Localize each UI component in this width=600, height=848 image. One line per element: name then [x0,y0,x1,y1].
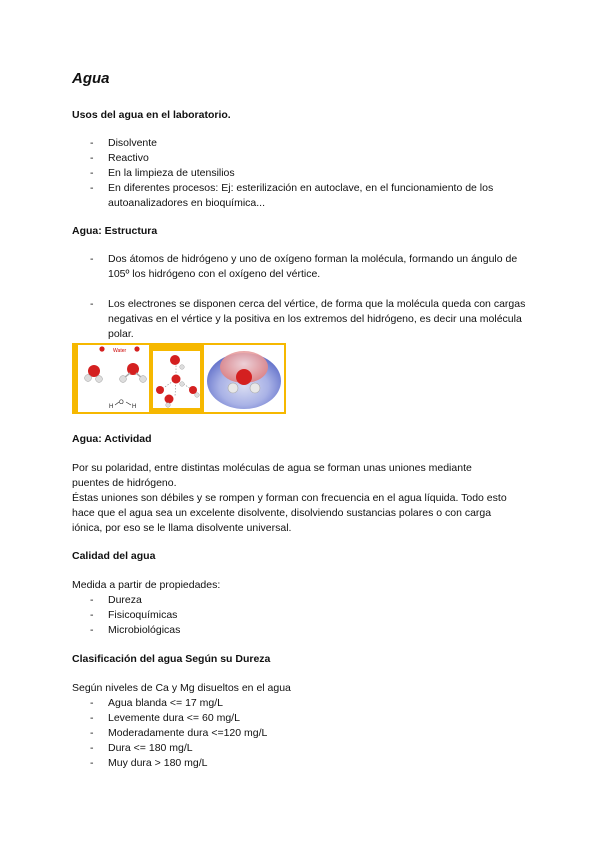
hydrogen-icon [85,375,92,382]
hydrogen-icon [166,403,171,408]
water-label: Water [113,348,127,354]
oxygen-icon [189,386,197,394]
list-item: - Dos átomos de hidrógeno y uno de oxígeno forman la molécula, formando un ángulo de 105º los hidrógeno con el oxígeno del vértice. [72,252,532,282]
oxygen-icon [170,355,180,365]
oxygen-icon [236,369,252,385]
page-title: Agua [72,70,110,87]
hydrogen-icon [140,376,147,383]
list-item: - Reactivo [72,151,532,166]
activity-heading: Agua: Actividad [72,433,152,445]
oxygen-icon [156,386,164,394]
list-item: - Muy dura > 180 mg/L [72,756,532,771]
list-item: - En la limpieza de utensilios [72,166,532,181]
quality-list [72,593,532,638]
figure-panel-right [204,345,284,412]
activity-line: Éstas uniones son débiles y se rompen y forman con frecuencia en el agua líquida. Todo esto hace que el agua sea un excelente disolvente, disolviendo sustancias polares o con carga iónica, por eso se le llama disolvente universal. [72,492,507,534]
figure-panel-middle [153,351,200,408]
molecule-models-image [78,345,149,412]
uses-list [72,136,532,211]
list-item: - Fisicoquímicas [72,608,532,623]
list-item: - Microbiológicas [72,623,532,638]
hardness-intro: Según niveles de Ca y Mg disueltos en el agua [72,682,291,694]
hydrogen-bond-image [153,351,200,408]
figure-panel-left [78,345,149,412]
list-item: - Agua blanda <= 17 mg/L [72,696,532,711]
hydrogen-label: H [109,404,114,410]
hardness-heading: Clasificación del agua Según su Dureza [72,653,271,665]
oxygen-icon [172,375,181,384]
hydrogen-label: H [132,404,137,410]
hydrogen-icon [180,365,185,370]
quality-heading: Calidad del agua [72,550,156,562]
water-molecule-figure [72,343,286,414]
list-item: - En diferentes procesos: Ej: esterilización en autoclave, en el funcionamiento de los autoanalizadores en bioquímica... [72,181,532,211]
electrostatic-potential-image [204,345,284,412]
oxygen-label: O [119,400,124,406]
list-item: - Levemente dura <= 60 mg/L [72,711,532,726]
hydrogen-icon [195,393,200,398]
quality-intro: Medida a partir de propiedades: [72,579,221,591]
hydrogen-icon [96,376,103,383]
structure-list-2 [72,297,532,342]
oxygen-icon [134,346,139,351]
hydrogen-icon [228,383,238,393]
list-item: - Los electrones se disponen cerca del vértice, de forma que la molécula queda con cargas negativas en el vértice y la positiva en los extremos del hidrógeno, es decir una molécula polar. [72,297,532,342]
activity-line: Por su polaridad, entre distintas moléculas de agua se forman unas uniones mediante puentes de hidrógeno. [72,462,472,489]
hydrogen-icon [180,382,185,387]
list-item: - Disolvente [72,136,532,151]
uses-heading: Usos del agua en el laboratorio. [72,109,231,121]
oxygen-icon [99,346,104,351]
hydrogen-icon [120,376,127,383]
structure-heading: Agua: Estructura [72,225,158,237]
hardness-list [72,696,532,771]
structure-list [72,252,532,282]
oxygen-icon [165,395,174,404]
hydrogen-icon [250,383,260,393]
list-item: - Dureza [72,593,532,608]
list-item: - Moderadamente dura <=120 mg/L [72,726,532,741]
list-item: - Dura <= 180 mg/L [72,741,532,756]
